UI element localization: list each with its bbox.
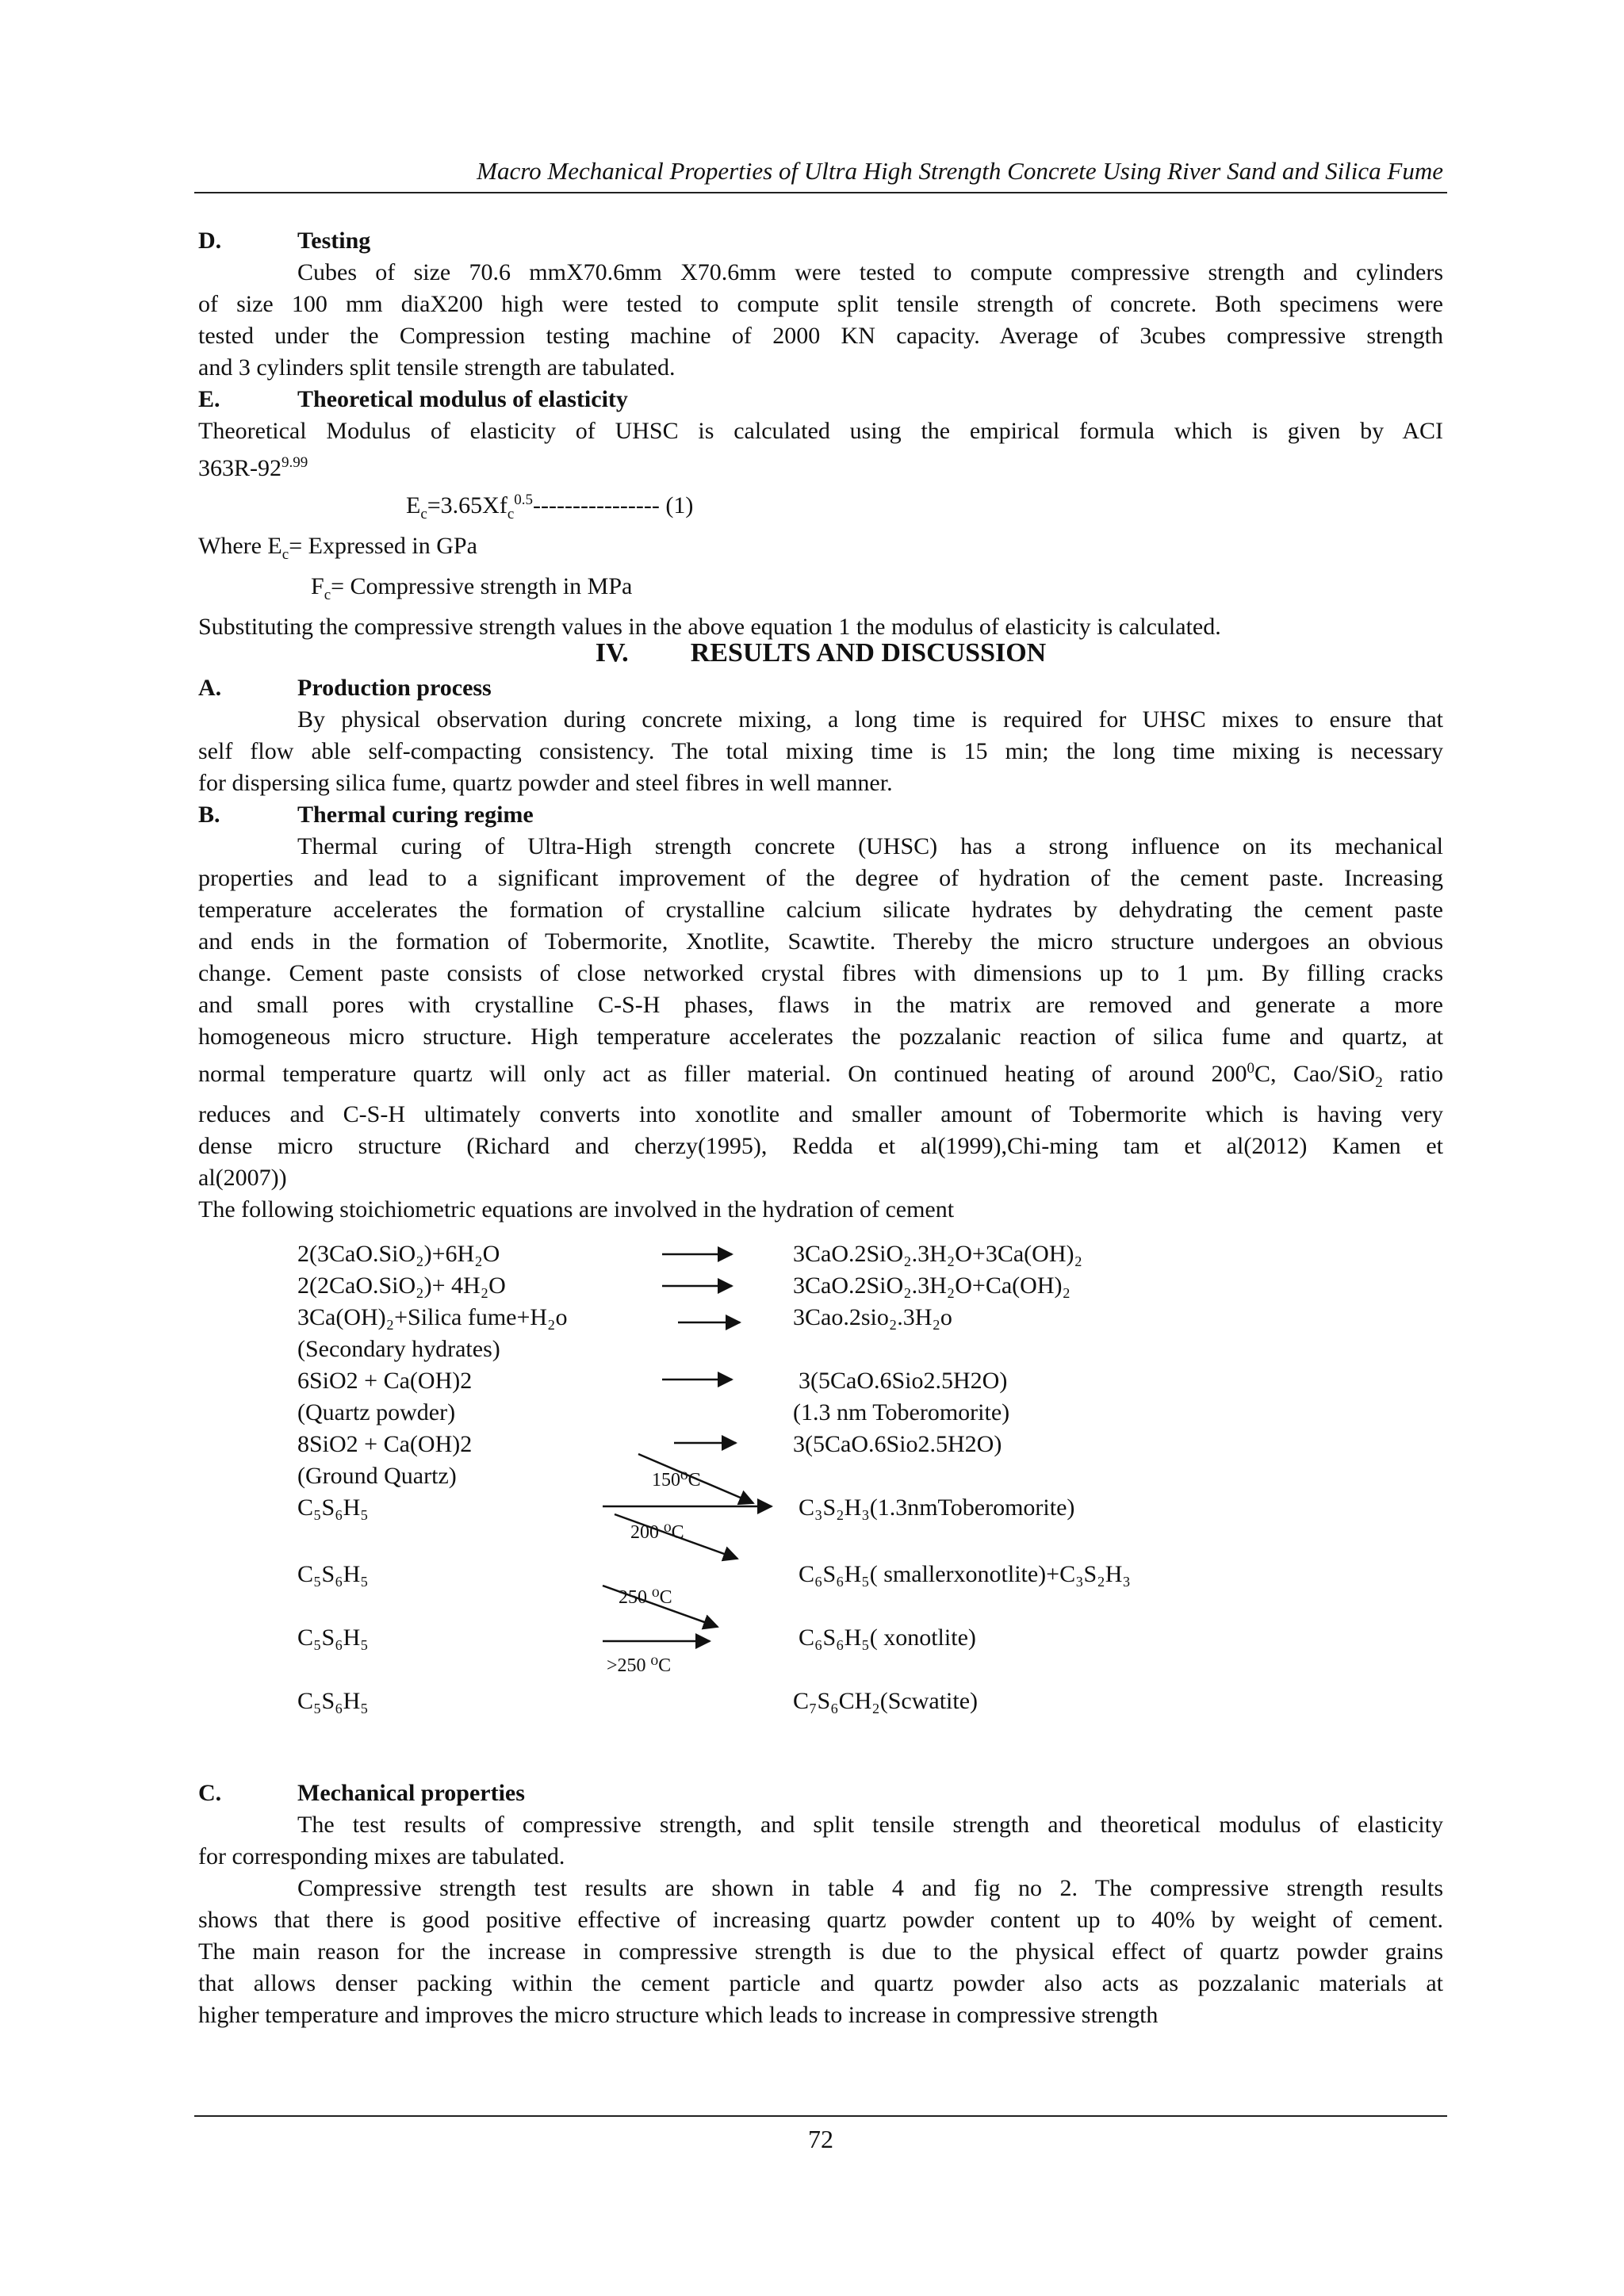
- eq-product: 3Cao.2sio₂.3H₂o: [793, 1304, 952, 1330]
- section-letter: A.: [198, 675, 222, 701]
- paragraph-line: Theoretical Modulus of elasticity of UHSC is calculated using the empirical formula which is given by ACI: [198, 418, 1443, 444]
- where-fc-line: $F_c=$ Compressive strength in MPa: [311, 573, 633, 603]
- section-title: Mechanical properties: [297, 1780, 525, 1806]
- section-letter: C.: [198, 1780, 222, 1806]
- paragraph-line: of size 100 mm diaX200 high were tested to compute split tensile strength of concrete. Both specimens were: [198, 291, 1443, 317]
- paragraph-line: [198, 447, 1443, 484]
- chapter-heading: [198, 636, 1443, 671]
- paragraph-line: change. Cement paste consists of close networked crystal fibres with dimensions up to 1 µm. By filling cracks: [198, 960, 1443, 986]
- eq-note: (1.3 nm Toberomorite): [793, 1399, 1010, 1425]
- header-rule: [194, 192, 1447, 193]
- section-testing-modulus: [198, 225, 1443, 643]
- eq-reactant: C₅S₆H₅: [297, 1561, 369, 1587]
- paragraph-line: The test results of compressive strength, and split tensile strength and theoretical modulus of elasticity: [297, 1812, 1443, 1838]
- paragraph-line: Substituting the compressive strength values in the above equation 1 the modulus of elasticity is calculated.: [198, 614, 1221, 640]
- section-heading-mechanical: [198, 1777, 1443, 1809]
- paragraph-line: and small pores with crystalline C-S-H phases, flaws in the matrix are removed and generate a more: [198, 992, 1443, 1018]
- eq-reactant: C₅S₆H₅: [297, 1494, 369, 1521]
- eq-note: (Ground Quartz): [297, 1463, 457, 1489]
- eq-temperature-label: 250 ⁰C: [619, 1587, 672, 1608]
- eq-product: C₆S₆H₅( xonotlite): [799, 1624, 976, 1651]
- section-title: Theoretical modulus of elasticity: [297, 386, 628, 412]
- eq-product: C₆S₆H₅( smallerxonotlite)+C₃S₂H₃: [799, 1561, 1131, 1587]
- paragraph-line: properties and lead to a significant improvement of the degree of hydration of the cement paste. Increasing: [198, 865, 1443, 891]
- equation-1: $E_c=3.65Xf_c^{0.5}----------------$ (1): [406, 492, 694, 522]
- section-title: Testing: [297, 228, 371, 254]
- page-number: 72: [808, 2125, 833, 2153]
- paragraph-line: The following stoichiometric equations are involved in the hydration of cement: [198, 1196, 955, 1223]
- eq-product: C₃S₂H₃(1.3nmToberomorite): [799, 1494, 1075, 1521]
- eq-product: 3CaO.2SiO₂.3H₂O+3Ca(OH)₂: [793, 1241, 1082, 1267]
- paragraph-line: and 3 cylinders split tensile strength are tabulated.: [198, 354, 676, 381]
- section-letter: E.: [198, 386, 220, 412]
- reference-superscript: 9.99: [282, 454, 308, 471]
- eq-product: 3(5CaO.6Sio2.5H2O): [793, 1431, 1002, 1457]
- section-letter: B.: [198, 802, 220, 828]
- paragraph-line: for dispersing silica fume, quartz powder and steel fibres in well manner.: [198, 770, 893, 796]
- paragraph-line: homogeneous micro structure. High temperature accelerates the pozzalanic reaction of silica fume and quartz, at: [198, 1024, 1443, 1050]
- eq-reactant: 2(2CaO.SiO₂)+ 4H₂O: [297, 1272, 506, 1299]
- eq-reactant: 3Ca(OH)₂+Silica fume+H₂o: [297, 1304, 568, 1330]
- eq-product: 3CaO.2SiO₂.3H₂O+Ca(OH)₂: [793, 1272, 1071, 1299]
- eq-reactant: 6SiO2 + Ca(OH)2: [297, 1368, 473, 1394]
- paragraph-line: The main reason for the increase in compressive strength is due to the physical effect of quartz powder grains: [198, 1938, 1443, 1965]
- where-ec-line: Where $E_c=$ Expressed in GPa: [198, 533, 477, 563]
- section-heading-production: [198, 672, 1443, 704]
- paragraph-line: normal temperature quartz will only act as filler material. On continued heating of around $200^0C$, Cao/SiO$_2$ ratio: [198, 1060, 1443, 1091]
- paragraph-line: that allows denser packing within the cement particle and quartz powder also acts as pozzalanic materials at: [198, 1970, 1443, 1996]
- paragraph-line: temperature accelerates the formation of crystalline calcium silicate hydrates by dehydrating the cement paste: [198, 897, 1443, 923]
- paragraph-line: dense micro structure (Richard and cherzy(1995), Redda et al(1999),Chi-ming tam et al(2012) Kamen et: [198, 1133, 1443, 1159]
- stoichiometric-equations: [297, 1238, 1328, 1730]
- paragraph-line: By physical observation during concrete mixing, a long time is required for UHSC mixes to ensure that: [297, 706, 1443, 733]
- running-header: Macro Mechanical Properties of Ultra High Strength Concrete Using River Sand and Silica Fume: [477, 157, 1443, 185]
- paragraph-line: and ends in the formation of Tobermorite, Xnotlite, Scawtite. Thereby the micro structure undergoes an obvious: [198, 928, 1443, 955]
- paragraph-line: Compressive strength test results are shown in table 4 and fig no 2. The compressive strength results: [297, 1875, 1443, 1901]
- paragraph-line: shows that there is good positive effective of increasing quartz powder content up to 40% by weight of cement.: [198, 1907, 1443, 1933]
- section-heading-testing: [198, 225, 1443, 257]
- paragraph-line: reduces and C-S-H ultimately converts into xonotlite and smaller amount of Tobermorite which is having very: [198, 1101, 1443, 1127]
- paragraph-line: for corresponding mixes are tabulated.: [198, 1843, 565, 1869]
- eq-reactant: C₅S₆H₅: [297, 1624, 369, 1651]
- section-heading-thermal: [198, 799, 1443, 831]
- reaction-arrow: [603, 1586, 718, 1627]
- paragraph-line: tested under the Compression testing machine of 2000 KN capacity. Average of 3cubes compressive strength: [198, 323, 1443, 349]
- reaction-arrow: [638, 1454, 753, 1503]
- eq-reactant: 2(3CaO.SiO₂)+6H₂O: [297, 1241, 500, 1267]
- paragraph-line: Thermal curing of Ultra-High strength concrete (UHSC) has a strong influence on its mechanical: [297, 833, 1443, 859]
- eq-product: C₇S₆CH₂(Scwatite): [793, 1688, 979, 1714]
- section-title: Production process: [297, 675, 492, 701]
- eq-note: (Quartz powder): [297, 1399, 456, 1425]
- eq-temperature-label: 150⁰C: [652, 1470, 701, 1490]
- reaction-arrow: [615, 1514, 737, 1559]
- section-heading-modulus: [198, 384, 1443, 415]
- paragraph-line: higher temperature and improves the micro structure which leads to increase in compressive strength: [198, 2002, 1159, 2028]
- eq-reactant: 8SiO2 + Ca(OH)2: [297, 1431, 473, 1457]
- section-title: Thermal curing regime: [297, 802, 534, 828]
- eq-reactant: C₅S₆H₅: [297, 1688, 369, 1714]
- eq-product: 3(5CaO.6Sio2.5H2O): [799, 1368, 1008, 1394]
- eq-note: (Secondary hydrates): [297, 1336, 500, 1362]
- paragraph-line: al(2007)): [198, 1165, 287, 1191]
- chapter-number: IV.: [595, 638, 629, 668]
- eq-temperature-label: >250 ⁰C: [607, 1655, 672, 1676]
- section-mechanical: [198, 1777, 1443, 2031]
- section-letter: D.: [198, 228, 222, 254]
- footer-rule: [194, 2115, 1447, 2117]
- reaction-arrows: [297, 1238, 1328, 1730]
- section-production-thermal: [198, 672, 1443, 1226]
- reference-code: 363R-92: [198, 455, 282, 481]
- paragraph-line: self flow able self-compacting consistency. The total mixing time is 15 min; the long time mixing is necessary: [198, 738, 1443, 764]
- eq-temperature-label: 200 ⁰C: [630, 1522, 684, 1543]
- chapter-title: RESULTS AND DISCUSSION: [690, 638, 1047, 668]
- paragraph-line: Cubes of size 70.6 mmX70.6mm X70.6mm were tested to compute compressive strength and cylinders: [297, 259, 1443, 285]
